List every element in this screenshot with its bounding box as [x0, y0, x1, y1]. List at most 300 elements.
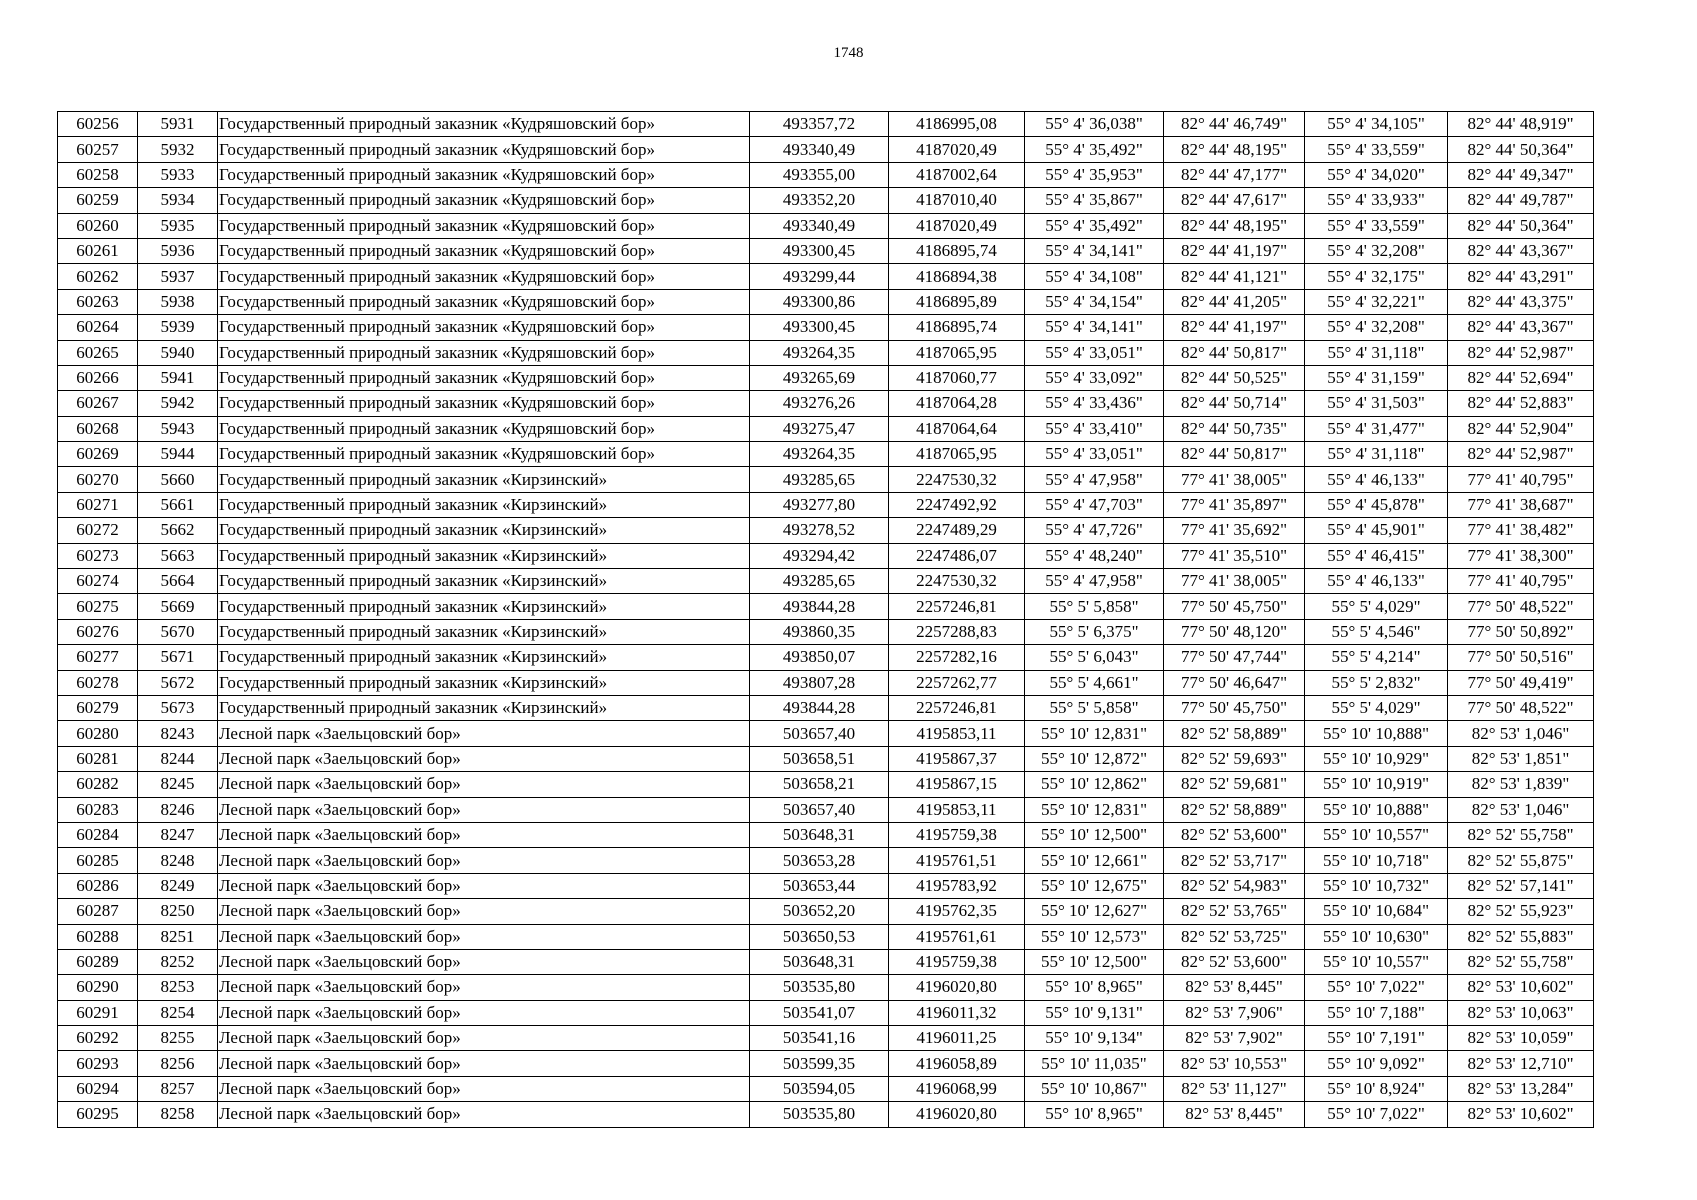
object-name-cell: Государственный природный заказник «Кирзинский» [218, 695, 750, 720]
y-coordinate-cell: 4196020,80 [889, 975, 1025, 1000]
table-row [58, 162, 1594, 187]
table-row [58, 1026, 1594, 1051]
row-number-cell: 60285 [58, 848, 138, 873]
object-name-cell: Государственный природный заказник «Кирзинский» [218, 543, 750, 568]
longitude-alt-cell: 77° 50' 48,522" [1448, 594, 1594, 619]
latitude-cell: 55° 10' 12,661" [1025, 848, 1164, 873]
y-coordinate-cell: 4195759,38 [889, 949, 1025, 974]
row-number-cell: 60293 [58, 1051, 138, 1076]
latitude-cell: 55° 5' 6,375" [1025, 619, 1164, 644]
object-name-cell: Лесной парк «Заельцовский бор» [218, 1051, 750, 1076]
row-number-cell: 60261 [58, 238, 138, 263]
longitude-alt-cell: 77° 41' 40,795" [1448, 569, 1594, 594]
latitude-cell: 55° 4' 48,240" [1025, 543, 1164, 568]
longitude-cell: 82° 44' 50,525" [1164, 365, 1305, 390]
object-name-cell: Лесной парк «Заельцовский бор» [218, 1026, 750, 1051]
longitude-alt-cell: 82° 44' 49,787" [1448, 188, 1594, 213]
point-number-cell: 8253 [138, 975, 218, 1000]
table-row [58, 619, 1594, 644]
object-name-cell: Государственный природный заказник «Кирзинский» [218, 594, 750, 619]
longitude-alt-cell: 77° 41' 38,687" [1448, 492, 1594, 517]
latitude-cell: 55° 10' 8,965" [1025, 1102, 1164, 1127]
table-row [58, 340, 1594, 365]
y-coordinate-cell: 4196020,80 [889, 1102, 1025, 1127]
table-row [58, 746, 1594, 771]
table-row [58, 569, 1594, 594]
y-coordinate-cell: 2247530,32 [889, 569, 1025, 594]
table-row [58, 137, 1594, 162]
longitude-cell: 82° 52' 59,681" [1164, 772, 1305, 797]
row-number-cell: 60290 [58, 975, 138, 1000]
latitude-alt-cell: 55° 4' 31,118" [1305, 340, 1448, 365]
y-coordinate-cell: 4186895,74 [889, 238, 1025, 263]
y-coordinate-cell: 4195761,61 [889, 924, 1025, 949]
row-number-cell: 60259 [58, 188, 138, 213]
latitude-alt-cell: 55° 4' 46,133" [1305, 569, 1448, 594]
latitude-alt-cell: 55° 5' 4,546" [1305, 619, 1448, 644]
latitude-alt-cell: 55° 10' 9,092" [1305, 1051, 1448, 1076]
longitude-cell: 77° 41' 35,692" [1164, 518, 1305, 543]
longitude-cell: 82° 44' 48,195" [1164, 213, 1305, 238]
y-coordinate-cell: 2257288,83 [889, 619, 1025, 644]
row-number-cell: 60269 [58, 442, 138, 467]
table-row [58, 899, 1594, 924]
longitude-cell: 82° 52' 53,765" [1164, 899, 1305, 924]
row-number-cell: 60260 [58, 213, 138, 238]
object-name-cell: Государственный природный заказник «Кудряшовский бор» [218, 137, 750, 162]
point-number-cell: 8244 [138, 746, 218, 771]
latitude-cell: 55° 10' 12,831" [1025, 721, 1164, 746]
longitude-alt-cell: 82° 44' 43,367" [1448, 238, 1594, 263]
latitude-alt-cell: 55° 10' 10,919" [1305, 772, 1448, 797]
point-number-cell: 8255 [138, 1026, 218, 1051]
longitude-alt-cell: 77° 41' 40,795" [1448, 467, 1594, 492]
table-row [58, 188, 1594, 213]
x-coordinate-cell: 503653,44 [750, 873, 889, 898]
longitude-alt-cell: 82° 44' 52,694" [1448, 365, 1594, 390]
latitude-alt-cell: 55° 4' 33,559" [1305, 137, 1448, 162]
row-number-cell: 60270 [58, 467, 138, 492]
table-row [58, 543, 1594, 568]
row-number-cell: 60287 [58, 899, 138, 924]
object-name-cell: Лесной парк «Заельцовский бор» [218, 746, 750, 771]
longitude-alt-cell: 82° 44' 52,883" [1448, 391, 1594, 416]
x-coordinate-cell: 493355,00 [750, 162, 889, 187]
row-number-cell: 60257 [58, 137, 138, 162]
row-number-cell: 60267 [58, 391, 138, 416]
object-name-cell: Лесной парк «Заельцовский бор» [218, 975, 750, 1000]
x-coordinate-cell: 493850,07 [750, 645, 889, 670]
table-row [58, 797, 1594, 822]
object-name-cell: Лесной парк «Заельцовский бор» [218, 1000, 750, 1025]
latitude-cell: 55° 5' 5,858" [1025, 594, 1164, 619]
longitude-cell: 77° 50' 45,750" [1164, 695, 1305, 720]
point-number-cell: 5932 [138, 137, 218, 162]
longitude-alt-cell: 82° 53' 1,851" [1448, 746, 1594, 771]
longitude-cell: 82° 44' 48,195" [1164, 137, 1305, 162]
row-number-cell: 60265 [58, 340, 138, 365]
longitude-cell: 77° 50' 48,120" [1164, 619, 1305, 644]
longitude-alt-cell: 77° 41' 38,482" [1448, 518, 1594, 543]
longitude-cell: 82° 53' 8,445" [1164, 1102, 1305, 1127]
object-name-cell: Государственный природный заказник «Кудряшовский бор» [218, 416, 750, 441]
row-number-cell: 60281 [58, 746, 138, 771]
object-name-cell: Государственный природный заказник «Кудряшовский бор» [218, 112, 750, 137]
object-name-cell: Лесной парк «Заельцовский бор» [218, 899, 750, 924]
latitude-cell: 55° 4' 35,953" [1025, 162, 1164, 187]
latitude-alt-cell: 55° 10' 10,557" [1305, 949, 1448, 974]
x-coordinate-cell: 493300,86 [750, 289, 889, 314]
table-row [58, 1076, 1594, 1101]
table-row [58, 873, 1594, 898]
longitude-cell: 82° 44' 50,735" [1164, 416, 1305, 441]
latitude-cell: 55° 4' 34,141" [1025, 315, 1164, 340]
point-number-cell: 5939 [138, 315, 218, 340]
longitude-cell: 77° 41' 38,005" [1164, 467, 1305, 492]
longitude-cell: 82° 53' 7,902" [1164, 1026, 1305, 1051]
longitude-cell: 82° 44' 46,749" [1164, 112, 1305, 137]
latitude-cell: 55° 10' 12,500" [1025, 949, 1164, 974]
table-row [58, 695, 1594, 720]
object-name-cell: Лесной парк «Заельцовский бор» [218, 1076, 750, 1101]
row-number-cell: 60262 [58, 264, 138, 289]
latitude-cell: 55° 10' 12,872" [1025, 746, 1164, 771]
point-number-cell: 5669 [138, 594, 218, 619]
longitude-alt-cell: 82° 52' 55,875" [1448, 848, 1594, 873]
object-name-cell: Государственный природный заказник «Кудряшовский бор» [218, 442, 750, 467]
x-coordinate-cell: 493277,80 [750, 492, 889, 517]
x-coordinate-cell: 503648,31 [750, 949, 889, 974]
longitude-cell: 82° 44' 41,205" [1164, 289, 1305, 314]
y-coordinate-cell: 4195853,11 [889, 797, 1025, 822]
row-number-cell: 60283 [58, 797, 138, 822]
point-number-cell: 5935 [138, 213, 218, 238]
longitude-alt-cell: 82° 44' 43,375" [1448, 289, 1594, 314]
point-number-cell: 5938 [138, 289, 218, 314]
x-coordinate-cell: 493285,65 [750, 569, 889, 594]
point-number-cell: 5672 [138, 670, 218, 695]
longitude-alt-cell: 77° 41' 38,300" [1448, 543, 1594, 568]
table-row [58, 315, 1594, 340]
x-coordinate-cell: 493294,42 [750, 543, 889, 568]
x-coordinate-cell: 493276,26 [750, 391, 889, 416]
point-number-cell: 5944 [138, 442, 218, 467]
x-coordinate-cell: 503594,05 [750, 1076, 889, 1101]
y-coordinate-cell: 2247489,29 [889, 518, 1025, 543]
point-number-cell: 5673 [138, 695, 218, 720]
object-name-cell: Государственный природный заказник «Кудряшовский бор» [218, 391, 750, 416]
latitude-alt-cell: 55° 10' 7,188" [1305, 1000, 1448, 1025]
row-number-cell: 60295 [58, 1102, 138, 1127]
coordinates-table-body [58, 112, 1594, 1128]
coordinates-table [57, 111, 1594, 1128]
longitude-cell: 82° 44' 50,714" [1164, 391, 1305, 416]
latitude-alt-cell: 55° 4' 31,159" [1305, 365, 1448, 390]
longitude-cell: 82° 52' 54,983" [1164, 873, 1305, 898]
point-number-cell: 8252 [138, 949, 218, 974]
object-name-cell: Государственный природный заказник «Кирзинский» [218, 670, 750, 695]
longitude-cell: 82° 52' 58,889" [1164, 721, 1305, 746]
y-coordinate-cell: 2257262,77 [889, 670, 1025, 695]
longitude-alt-cell: 82° 53' 1,046" [1448, 721, 1594, 746]
y-coordinate-cell: 2257246,81 [889, 695, 1025, 720]
table-row [58, 213, 1594, 238]
x-coordinate-cell: 493844,28 [750, 695, 889, 720]
point-number-cell: 5942 [138, 391, 218, 416]
row-number-cell: 60263 [58, 289, 138, 314]
point-number-cell: 8245 [138, 772, 218, 797]
latitude-cell: 55° 4' 47,703" [1025, 492, 1164, 517]
point-number-cell: 5943 [138, 416, 218, 441]
point-number-cell: 5940 [138, 340, 218, 365]
object-name-cell: Государственный природный заказник «Кирзинский» [218, 619, 750, 644]
row-number-cell: 60278 [58, 670, 138, 695]
latitude-cell: 55° 4' 33,410" [1025, 416, 1164, 441]
longitude-alt-cell: 82° 53' 10,063" [1448, 1000, 1594, 1025]
row-number-cell: 60291 [58, 1000, 138, 1025]
y-coordinate-cell: 4187064,28 [889, 391, 1025, 416]
object-name-cell: Лесной парк «Заельцовский бор» [218, 949, 750, 974]
object-name-cell: Государственный природный заказник «Кудряшовский бор» [218, 213, 750, 238]
y-coordinate-cell: 4196068,99 [889, 1076, 1025, 1101]
longitude-cell: 82° 44' 50,817" [1164, 442, 1305, 467]
latitude-cell: 55° 10' 9,131" [1025, 1000, 1164, 1025]
latitude-alt-cell: 55° 10' 10,684" [1305, 899, 1448, 924]
row-number-cell: 60286 [58, 873, 138, 898]
latitude-alt-cell: 55° 10' 7,191" [1305, 1026, 1448, 1051]
latitude-alt-cell: 55° 4' 46,415" [1305, 543, 1448, 568]
table-row [58, 289, 1594, 314]
x-coordinate-cell: 493275,47 [750, 416, 889, 441]
latitude-cell: 55° 4' 33,092" [1025, 365, 1164, 390]
latitude-alt-cell: 55° 5' 4,214" [1305, 645, 1448, 670]
longitude-alt-cell: 82° 53' 1,046" [1448, 797, 1594, 822]
object-name-cell: Лесной парк «Заельцовский бор» [218, 1102, 750, 1127]
latitude-cell: 55° 4' 33,051" [1025, 442, 1164, 467]
y-coordinate-cell: 4187065,95 [889, 340, 1025, 365]
table-row [58, 442, 1594, 467]
object-name-cell: Государственный природный заказник «Кудряшовский бор» [218, 264, 750, 289]
longitude-cell: 77° 41' 35,897" [1164, 492, 1305, 517]
x-coordinate-cell: 493285,65 [750, 467, 889, 492]
point-number-cell: 8246 [138, 797, 218, 822]
latitude-cell: 55° 4' 47,958" [1025, 467, 1164, 492]
latitude-alt-cell: 55° 4' 33,559" [1305, 213, 1448, 238]
row-number-cell: 60289 [58, 949, 138, 974]
point-number-cell: 8251 [138, 924, 218, 949]
x-coordinate-cell: 503650,53 [750, 924, 889, 949]
row-number-cell: 60294 [58, 1076, 138, 1101]
latitude-cell: 55° 4' 35,492" [1025, 213, 1164, 238]
table-row [58, 238, 1594, 263]
y-coordinate-cell: 2247492,92 [889, 492, 1025, 517]
x-coordinate-cell: 503535,80 [750, 1102, 889, 1127]
x-coordinate-cell: 503657,40 [750, 797, 889, 822]
x-coordinate-cell: 503658,51 [750, 746, 889, 771]
row-number-cell: 60271 [58, 492, 138, 517]
table-row [58, 822, 1594, 847]
latitude-cell: 55° 10' 12,627" [1025, 899, 1164, 924]
longitude-alt-cell: 82° 44' 43,367" [1448, 315, 1594, 340]
x-coordinate-cell: 503658,21 [750, 772, 889, 797]
x-coordinate-cell: 493300,45 [750, 315, 889, 340]
latitude-cell: 55° 10' 12,573" [1025, 924, 1164, 949]
x-coordinate-cell: 503599,35 [750, 1051, 889, 1076]
longitude-cell: 77° 50' 47,744" [1164, 645, 1305, 670]
longitude-cell: 82° 44' 41,197" [1164, 315, 1305, 340]
x-coordinate-cell: 503535,80 [750, 975, 889, 1000]
table-row [58, 416, 1594, 441]
y-coordinate-cell: 4195759,38 [889, 822, 1025, 847]
object-name-cell: Государственный природный заказник «Кирзинский» [218, 467, 750, 492]
y-coordinate-cell: 4186895,74 [889, 315, 1025, 340]
latitude-alt-cell: 55° 4' 31,503" [1305, 391, 1448, 416]
table-row [58, 518, 1594, 543]
y-coordinate-cell: 4187010,40 [889, 188, 1025, 213]
longitude-cell: 82° 52' 53,725" [1164, 924, 1305, 949]
y-coordinate-cell: 4196011,32 [889, 1000, 1025, 1025]
latitude-alt-cell: 55° 10' 10,630" [1305, 924, 1448, 949]
longitude-cell: 82° 44' 47,617" [1164, 188, 1305, 213]
row-number-cell: 60292 [58, 1026, 138, 1051]
x-coordinate-cell: 503653,28 [750, 848, 889, 873]
table-row [58, 848, 1594, 873]
longitude-alt-cell: 82° 44' 50,364" [1448, 137, 1594, 162]
row-number-cell: 60284 [58, 822, 138, 847]
point-number-cell: 5931 [138, 112, 218, 137]
table-row [58, 721, 1594, 746]
y-coordinate-cell: 4187002,64 [889, 162, 1025, 187]
longitude-alt-cell: 82° 52' 55,758" [1448, 822, 1594, 847]
y-coordinate-cell: 4195853,11 [889, 721, 1025, 746]
latitude-cell: 55° 10' 11,035" [1025, 1051, 1164, 1076]
longitude-cell: 82° 44' 47,177" [1164, 162, 1305, 187]
longitude-alt-cell: 82° 44' 52,987" [1448, 442, 1594, 467]
latitude-cell: 55° 5' 6,043" [1025, 645, 1164, 670]
y-coordinate-cell: 4195762,35 [889, 899, 1025, 924]
point-number-cell: 8257 [138, 1076, 218, 1101]
latitude-cell: 55° 10' 12,500" [1025, 822, 1164, 847]
y-coordinate-cell: 4187020,49 [889, 137, 1025, 162]
object-name-cell: Государственный природный заказник «Кудряшовский бор» [218, 162, 750, 187]
latitude-alt-cell: 55° 4' 45,901" [1305, 518, 1448, 543]
x-coordinate-cell: 493299,44 [750, 264, 889, 289]
latitude-alt-cell: 55° 4' 32,221" [1305, 289, 1448, 314]
y-coordinate-cell: 4196058,89 [889, 1051, 1025, 1076]
table-row [58, 594, 1594, 619]
longitude-alt-cell: 82° 44' 52,904" [1448, 416, 1594, 441]
object-name-cell: Лесной парк «Заельцовский бор» [218, 873, 750, 898]
point-number-cell: 8247 [138, 822, 218, 847]
latitude-cell: 55° 4' 47,958" [1025, 569, 1164, 594]
row-number-cell: 60274 [58, 569, 138, 594]
x-coordinate-cell: 493265,69 [750, 365, 889, 390]
page-number: 1748 [833, 45, 864, 61]
point-number-cell: 5662 [138, 518, 218, 543]
x-coordinate-cell: 503648,31 [750, 822, 889, 847]
latitude-alt-cell: 55° 4' 31,118" [1305, 442, 1448, 467]
latitude-cell: 55° 5' 5,858" [1025, 695, 1164, 720]
y-coordinate-cell: 4196011,25 [889, 1026, 1025, 1051]
latitude-alt-cell: 55° 10' 10,888" [1305, 797, 1448, 822]
object-name-cell: Государственный природный заказник «Кудряшовский бор» [218, 238, 750, 263]
object-name-cell: Государственный природный заказник «Кирзинский» [218, 569, 750, 594]
latitude-alt-cell: 55° 10' 7,022" [1305, 1102, 1448, 1127]
x-coordinate-cell: 493278,52 [750, 518, 889, 543]
x-coordinate-cell: 493860,35 [750, 619, 889, 644]
latitude-alt-cell: 55° 10' 10,929" [1305, 746, 1448, 771]
table-row [58, 670, 1594, 695]
x-coordinate-cell: 493340,49 [750, 213, 889, 238]
point-number-cell: 5936 [138, 238, 218, 263]
x-coordinate-cell: 493844,28 [750, 594, 889, 619]
x-coordinate-cell: 503541,07 [750, 1000, 889, 1025]
longitude-alt-cell: 82° 52' 55,758" [1448, 949, 1594, 974]
longitude-cell: 82° 44' 41,197" [1164, 238, 1305, 263]
point-number-cell: 5661 [138, 492, 218, 517]
point-number-cell: 5941 [138, 365, 218, 390]
longitude-cell: 82° 44' 50,817" [1164, 340, 1305, 365]
row-number-cell: 60275 [58, 594, 138, 619]
longitude-cell: 77° 50' 46,647" [1164, 670, 1305, 695]
object-name-cell: Лесной парк «Заельцовский бор» [218, 848, 750, 873]
object-name-cell: Государственный природный заказник «Кудряшовский бор» [218, 315, 750, 340]
longitude-alt-cell: 82° 53' 1,839" [1448, 772, 1594, 797]
table-row [58, 975, 1594, 1000]
x-coordinate-cell: 503541,16 [750, 1026, 889, 1051]
point-number-cell: 8243 [138, 721, 218, 746]
latitude-cell: 55° 4' 33,051" [1025, 340, 1164, 365]
latitude-alt-cell: 55° 10' 10,557" [1305, 822, 1448, 847]
latitude-alt-cell: 55° 4' 32,208" [1305, 315, 1448, 340]
y-coordinate-cell: 2247486,07 [889, 543, 1025, 568]
latitude-cell: 55° 4' 34,154" [1025, 289, 1164, 314]
longitude-alt-cell: 82° 53' 10,059" [1448, 1026, 1594, 1051]
latitude-alt-cell: 55° 4' 34,020" [1305, 162, 1448, 187]
point-number-cell: 8256 [138, 1051, 218, 1076]
row-number-cell: 60256 [58, 112, 138, 137]
latitude-alt-cell: 55° 5' 4,029" [1305, 594, 1448, 619]
longitude-cell: 82° 52' 53,717" [1164, 848, 1305, 873]
row-number-cell: 60272 [58, 518, 138, 543]
longitude-alt-cell: 82° 53' 10,602" [1448, 975, 1594, 1000]
row-number-cell: 60288 [58, 924, 138, 949]
object-name-cell: Лесной парк «Заельцовский бор» [218, 924, 750, 949]
table-row [58, 112, 1594, 137]
longitude-alt-cell: 82° 44' 49,347" [1448, 162, 1594, 187]
y-coordinate-cell: 4195761,51 [889, 848, 1025, 873]
table-row [58, 492, 1594, 517]
y-coordinate-cell: 4186894,38 [889, 264, 1025, 289]
object-name-cell: Лесной парк «Заельцовский бор» [218, 822, 750, 847]
row-number-cell: 60276 [58, 619, 138, 644]
latitude-cell: 55° 4' 33,436" [1025, 391, 1164, 416]
latitude-cell: 55° 10' 12,862" [1025, 772, 1164, 797]
y-coordinate-cell: 4186895,89 [889, 289, 1025, 314]
point-number-cell: 5671 [138, 645, 218, 670]
longitude-alt-cell: 77° 50' 49,419" [1448, 670, 1594, 695]
x-coordinate-cell: 493807,28 [750, 670, 889, 695]
latitude-alt-cell: 55° 4' 32,208" [1305, 238, 1448, 263]
x-coordinate-cell: 493357,72 [750, 112, 889, 137]
y-coordinate-cell: 4195867,15 [889, 772, 1025, 797]
longitude-alt-cell: 82° 53' 12,710" [1448, 1051, 1594, 1076]
latitude-cell: 55° 10' 8,965" [1025, 975, 1164, 1000]
longitude-alt-cell: 82° 53' 10,602" [1448, 1102, 1594, 1127]
longitude-alt-cell: 82° 44' 52,987" [1448, 340, 1594, 365]
row-number-cell: 60264 [58, 315, 138, 340]
longitude-alt-cell: 77° 50' 50,892" [1448, 619, 1594, 644]
